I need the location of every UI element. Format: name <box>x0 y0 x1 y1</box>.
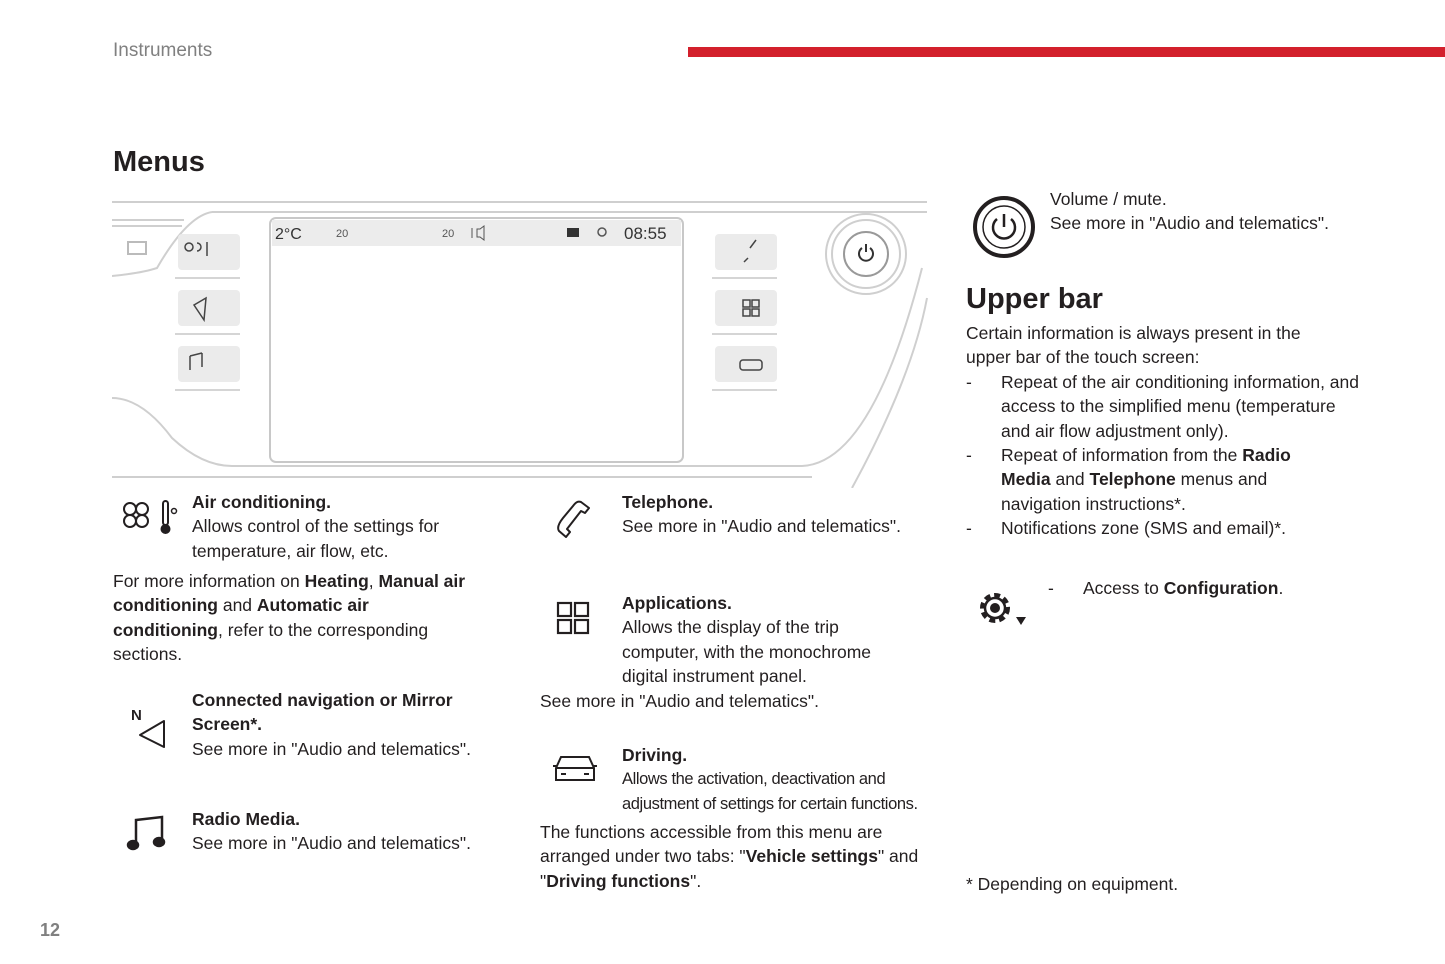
page-number: 12 <box>40 920 61 940</box>
bullet: - <box>966 518 972 539</box>
text: . <box>1278 578 1284 598</box>
heating-ref: Heating <box>304 571 369 591</box>
car-icon <box>552 752 598 786</box>
radio-media-ref: Radio Media <box>1001 445 1291 490</box>
settings-gear-icon <box>972 585 1030 631</box>
air-conditioning-icon <box>120 497 180 537</box>
applications-text: Allows the display of the trip computer, with the monochrome digital instrument panel. <box>622 617 872 687</box>
air-conditioning-text: Allows control of the settings for temperature, air flow, etc. <box>192 516 440 561</box>
screen-temperature: 2°C <box>275 226 302 243</box>
text: For more information on <box>113 571 305 591</box>
driving-text: Allows the activation, deactivation and adjustment of settings for certain functions. <box>622 770 918 813</box>
navigation-text: See more in "Audio and telematics". <box>192 738 471 759</box>
vehicle-settings-tab-ref: Vehicle settings <box>745 846 878 867</box>
text: ". <box>690 870 702 891</box>
section-accent-bar <box>688 47 1445 57</box>
upper-bar-intro: Certain information is always present in the upper bar of the touch screen: <box>966 323 1301 368</box>
driving-functions-tab-ref: Driving functions <box>546 870 691 891</box>
volume-text: See more in "Audio and telematics". <box>1050 213 1329 234</box>
configuration-ref: Configuration <box>1163 578 1279 598</box>
volume-title: Volume / mute. <box>1050 189 1167 209</box>
screen-right-setting: 20 <box>442 228 455 240</box>
music-note-icon <box>126 814 168 854</box>
text: Repeat of the air conditioning information, and access to the simplified menu (temperature and air flow adjustment only). <box>1001 371 1360 441</box>
list-item <box>966 370 1361 443</box>
text: " and " <box>540 846 919 891</box>
manual-ac-ref: Manual air conditioning <box>113 571 466 616</box>
text: , <box>368 571 379 591</box>
screen-left-setting: 20 <box>336 228 349 240</box>
footnote: * Depending on equipment. <box>966 874 1179 894</box>
text: and <box>1050 469 1090 490</box>
text: and <box>217 595 257 616</box>
telephone-title: Telephone. <box>622 492 714 512</box>
touchscreen-illustration <box>112 198 930 488</box>
air-conditioning-title: Air conditioning. <box>192 492 332 512</box>
upper-bar-heading: Upper bar <box>966 283 1103 315</box>
telephone-ref: Telephone <box>1089 469 1176 490</box>
radio-title: Radio Media. <box>192 809 300 829</box>
telephone-text: See more in "Audio and telematics". <box>622 516 901 537</box>
text: Notifications zone (SMS and email)*. <box>1001 518 1286 539</box>
applications-title: Applications. <box>622 593 732 613</box>
driving-title: Driving. <box>622 745 688 765</box>
text: menus and navigation instructions*. <box>1001 469 1268 514</box>
section-label: Instruments <box>113 40 213 61</box>
text: The functions accessible from this menu are arranged under two tabs: " <box>540 822 883 867</box>
svg-text:N: N <box>131 707 142 724</box>
navigation-icon <box>130 705 170 751</box>
driving-tabs-paragraph <box>540 820 920 893</box>
power-volume-icon <box>972 195 1036 259</box>
applications-more: See more in "Audio and telematics". <box>540 691 819 711</box>
list-item <box>966 443 1321 516</box>
radio-text: See more in "Audio and telematics". <box>192 833 471 854</box>
more-info-paragraph <box>113 569 473 667</box>
automatic-ac-ref: Automatic air conditioning <box>113 595 369 640</box>
configuration-access <box>1083 576 1283 600</box>
text: Repeat of information from the <box>1001 445 1243 466</box>
bullet: - <box>966 371 972 392</box>
text: Access to <box>1083 578 1164 598</box>
applications-grid-icon <box>556 601 592 637</box>
telephone-icon <box>555 498 595 538</box>
navigation-title: Connected navigation or Mirror Screen*. <box>192 690 453 735</box>
list-item <box>966 516 1361 540</box>
text: , refer to the corresponding sections. <box>113 619 429 665</box>
bullet: - <box>966 445 972 466</box>
screen-clock: 08:55 <box>624 224 667 243</box>
bullet: - <box>1048 578 1054 598</box>
menus-heading: Menus <box>113 146 205 178</box>
